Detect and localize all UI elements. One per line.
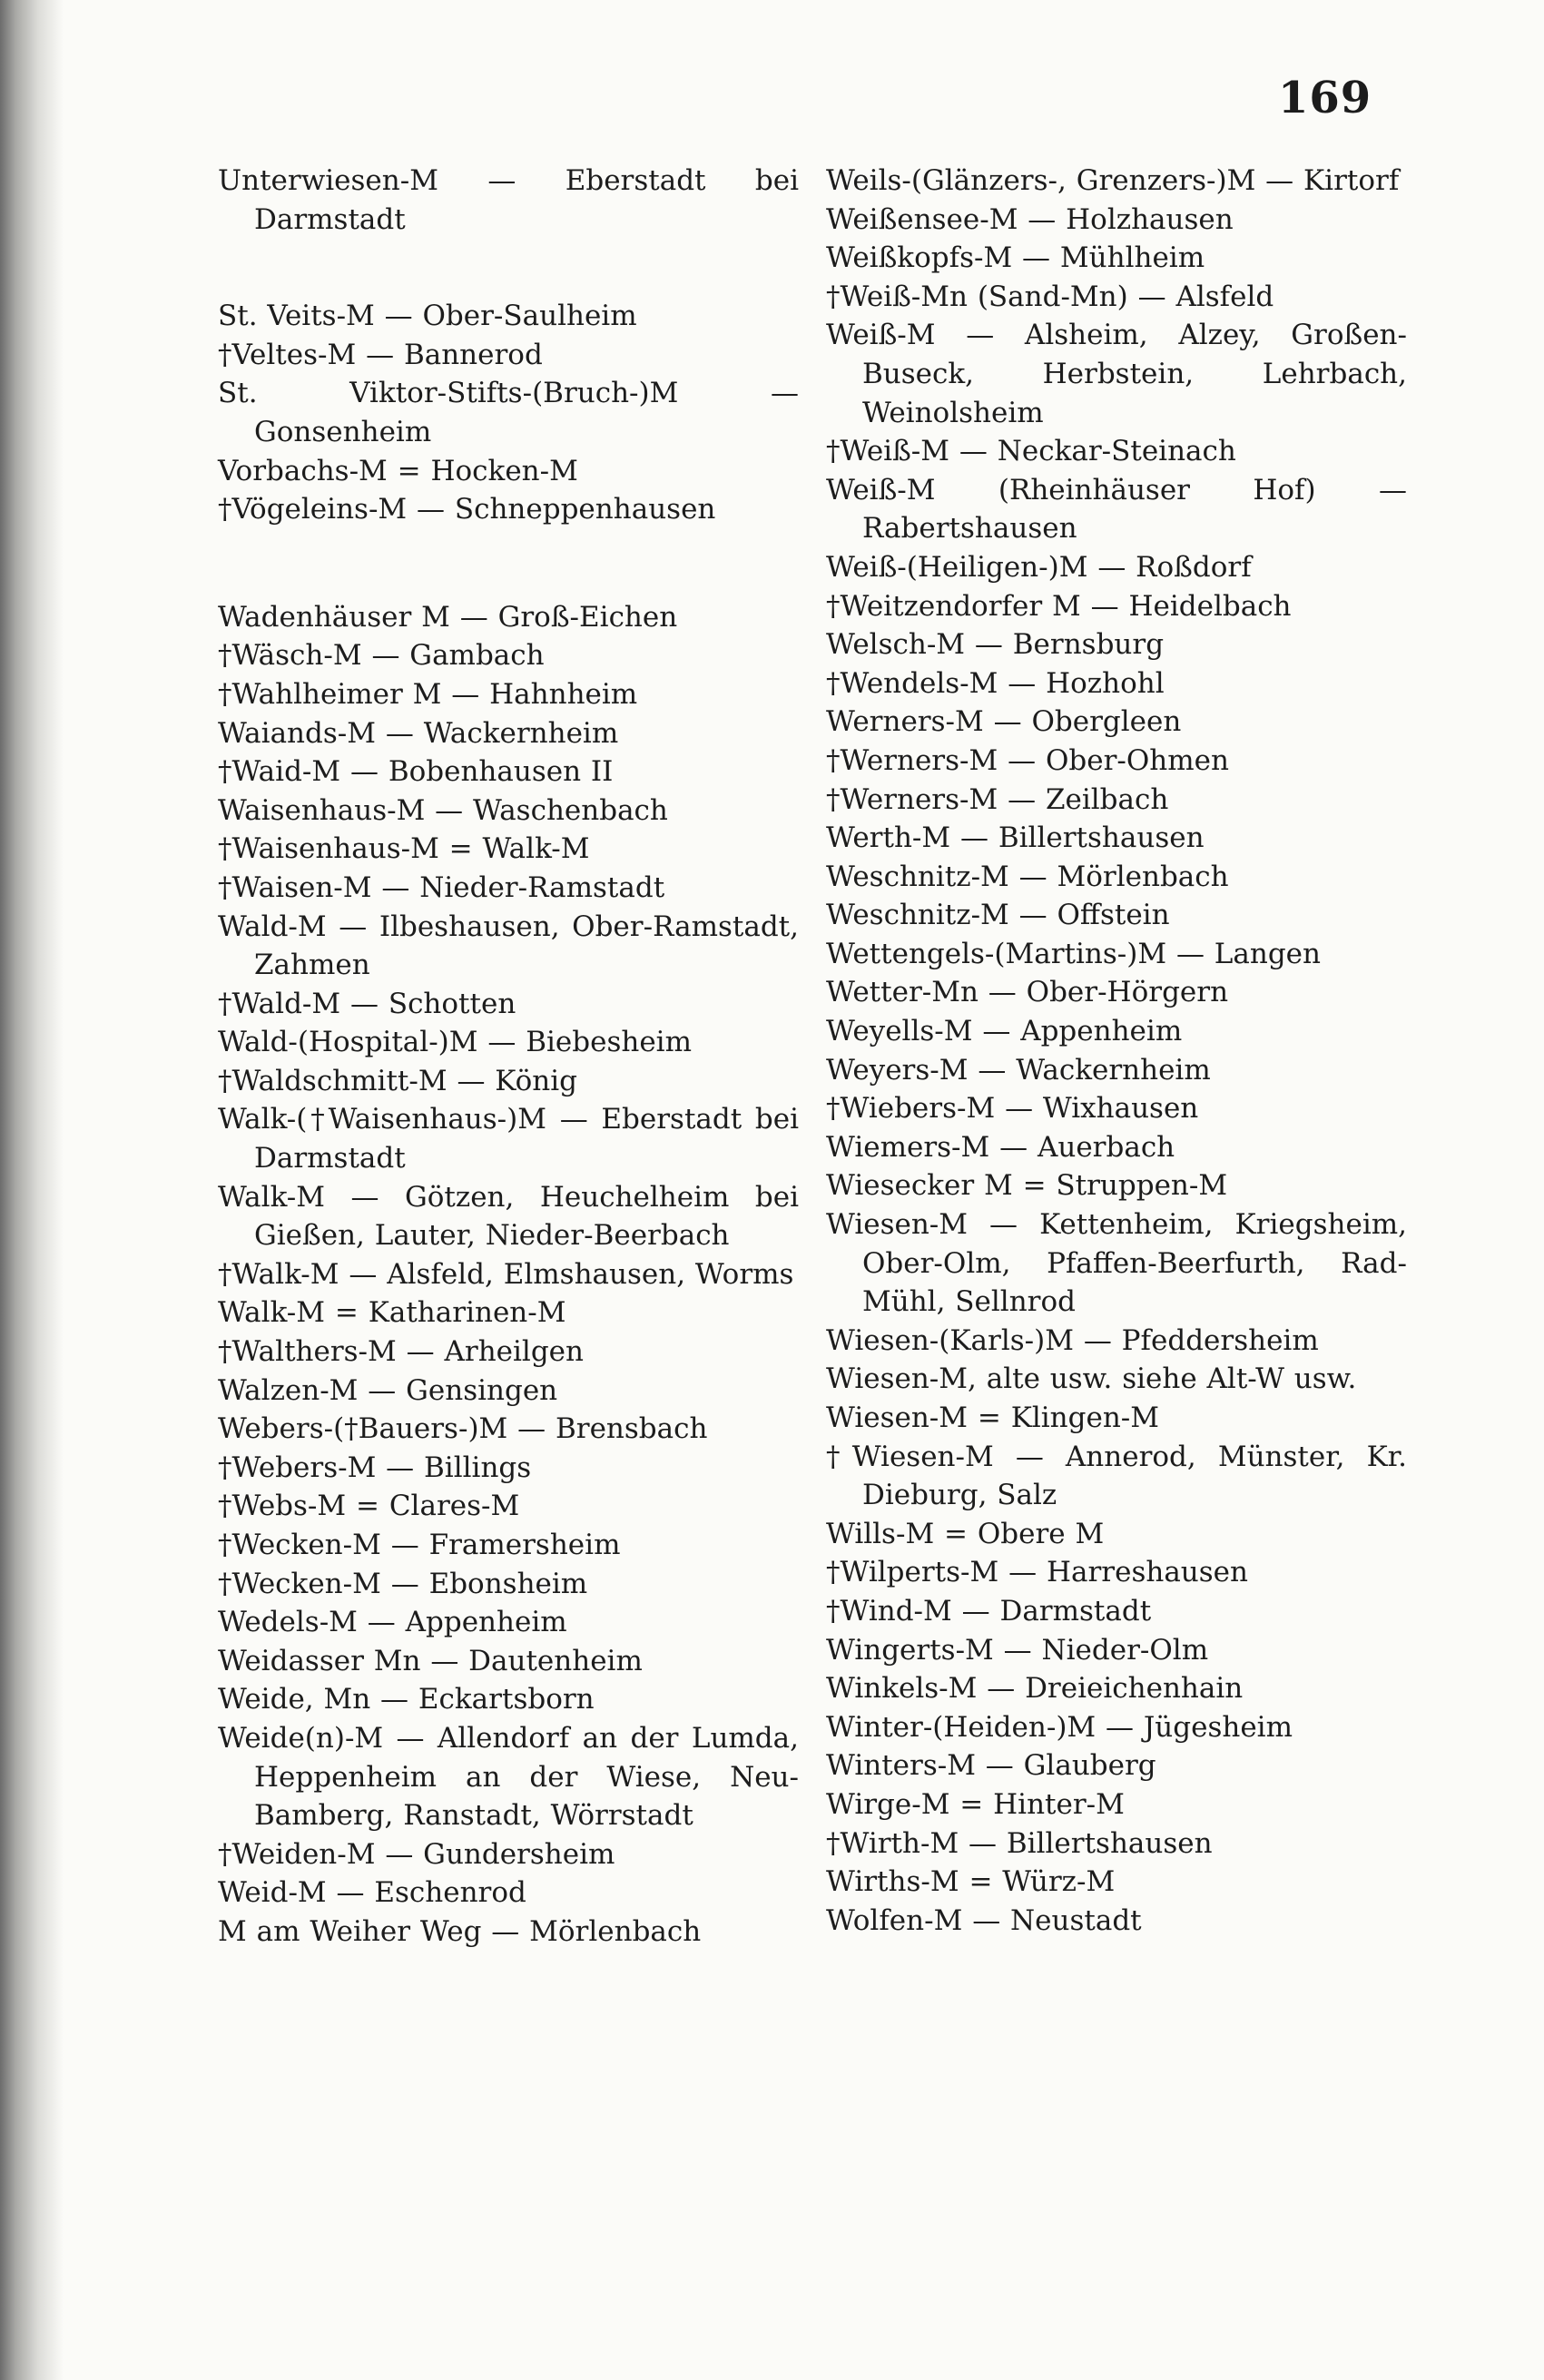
index-entry: Wiesecker M = Struppen-M (826, 1169, 1228, 1203)
index-entry: Weiß-M — Alsheim, Alzey, Großen-Buseck, Herbstein, Lehrbach, Weinolsheim (826, 319, 1407, 429)
index-entry: †Wäsch-M — Gambach (218, 639, 545, 673)
index-entry: †Wecken-M — Framersheim (218, 1529, 621, 1561)
index-entry: Weyers-M — Wackernheim (826, 1053, 1211, 1087)
index-entry: †Waisenhaus-M = Walk-M (218, 832, 590, 866)
index-entry: Wald-M — Ilbeshausen, Ober-Ramstadt, Zahmen (218, 910, 799, 982)
index-entry: Weyells-M — Appenheim (826, 1015, 1183, 1048)
index-entry: Waisenhaus-M — Waschenbach (218, 793, 668, 827)
index-entry: Unterwiesen-M — Eberstadt bei Darmstadt (218, 164, 799, 236)
index-entry: St. Veits-M — Ober-Saulheim (218, 300, 637, 333)
binding-shadow (0, 0, 64, 2380)
index-entry: Walk-(†Waisenhaus-)M — Eberstadt bei Darmstadt (218, 1103, 799, 1175)
index-entry: Wedels-M — Appenheim (218, 1606, 567, 1639)
index-entry: Wingerts-M — Nieder-Olm (826, 1633, 1209, 1667)
index-entry: †Walk-M — Alsfeld, Elmshausen, Worms (218, 1257, 794, 1291)
index-entry: †Wendels-M — Hozhohl (826, 666, 1165, 700)
index-entry: †Wiesen-M — Annerod, Münster, Kr. Dieburg, Salz (826, 1440, 1407, 1512)
index-entry: Wiesen-M — Kettenheim, Kriegsheim, Ober-Olm, Pfaffen-Beerfurth, Rad-Mühl, Sellnrod (826, 1208, 1407, 1319)
index-entry: Weißensee-M — Holzhausen (826, 202, 1234, 236)
index-entry: †Weitzendorfer M — Heidelbach (826, 589, 1292, 623)
index-entry: †Vögeleins-M — Schneppenhausen (218, 493, 716, 526)
index-entry: Werth-M — Billertshausen (826, 821, 1205, 855)
index-entry: †Wirth-M — Billertshausen (826, 1826, 1213, 1860)
index-entry: Werners-M — Obergleen (826, 705, 1182, 739)
index-entry: †Wiebers-M — Wixhausen (826, 1092, 1199, 1126)
index-entry: †Weiß-M — Neckar-Steinach (826, 435, 1236, 468)
index-entry: Welsch-M — Bernsburg (826, 628, 1165, 662)
index-entry: †Webs-M = Clares-M (218, 1490, 520, 1523)
index-entry: Weschnitz-M — Mörlenbach (826, 860, 1229, 893)
index-entry: †Werners-M — Zeilbach (826, 782, 1169, 816)
index-entry: †Veltes-M — Bannerod (218, 338, 543, 371)
index-entry: †Werners-M — Ober-Ohmen (826, 743, 1229, 777)
index-entry: M am Weiher Weg — Mörlenbach (218, 1914, 702, 1948)
right-column (826, 162, 1407, 1940)
index-entry: Wiemers-M — Auerbach (826, 1130, 1175, 1164)
index-entry: Weißkopfs-M — Mühlheim (826, 241, 1205, 275)
index-entry: †Wald-M — Schotten (218, 987, 516, 1020)
index-entry: St. Viktor-Stifts-(Bruch-)M — Gonsenheim (218, 377, 799, 448)
index-entry: Weide(n)-M — Allendorf an der Lumda, Heppenheim an der Wiese, Neu-Bamberg, Ranstadt, Wörrstadt (218, 1721, 799, 1833)
index-entry: Weid-M — Eschenrod (218, 1876, 526, 1910)
index-entry: †Weiden-M — Gundersheim (218, 1837, 615, 1871)
index-entry: Wiesen-(Karls-)M — Pfeddersheim (826, 1323, 1319, 1357)
index-entry: Vorbachs-M = Hocken-M (218, 454, 578, 487)
index-entry: Walzen-M — Gensingen (218, 1373, 558, 1407)
index-entry: Weidasser Mn — Dautenheim (218, 1644, 643, 1677)
index-entry: †Wahlheimer M — Hahnheim (218, 677, 638, 711)
index-entry: Weils-(Glänzers-, Grenzers-)M — Kirtorf (826, 164, 1400, 197)
index-entry: Weiß-(Heiligen-)M — Roßdorf (826, 550, 1252, 584)
index-entry: †Webers-M — Billings (218, 1451, 532, 1484)
index-entry: Winkels-M — Dreieichenhain (826, 1672, 1244, 1706)
index-entry: Wald-(Hospital-)M — Biebesheim (218, 1026, 692, 1059)
index-entry: Wadenhäuser M — Groß-Eichen (218, 600, 678, 634)
index-entry: Winter-(Heiden-)M — Jügesheim (826, 1710, 1293, 1744)
index-entry: †Wecken-M — Ebonsheim (218, 1567, 588, 1600)
index-entry: Weiß-M (Rheinhäuser Hof) — Rabertshausen (826, 473, 1407, 546)
index-entry: Walk-M — Götzen, Heuchelheim bei Gießen, Lauter, Nieder-Beerbach (218, 1180, 799, 1253)
index-entry: Walk-M = Katharinen-M (218, 1296, 566, 1330)
left-column (218, 162, 799, 1952)
index-entry: Wettengels-(Martins-)M — Langen (826, 937, 1321, 970)
index-entry: Weide, Mn — Eckartsborn (218, 1683, 595, 1716)
index-entry: Wetter-Mn — Ober-Hörgern (826, 976, 1229, 1009)
index-entry: Weschnitz-M — Offstein (826, 899, 1170, 932)
index-entry: Waiands-M — Wackernheim (218, 716, 619, 750)
index-entry: †Wind-M — Darmstadt (826, 1594, 1152, 1628)
index-entry: Wirge-M = Hinter-M (826, 1787, 1125, 1821)
index-entry: Wiesen-M = Klingen-M (826, 1401, 1160, 1434)
index-entry: †Weiß-Mn (Sand-Mn) — Alsfeld (826, 280, 1274, 313)
index-entry: †Wilperts-M — Harreshausen (826, 1556, 1248, 1589)
index-entry: †Waisen-M — Nieder-Ramstadt (218, 870, 665, 904)
page-number: 169 (1278, 73, 1372, 123)
index-entry: Wills-M = Obere M (826, 1517, 1105, 1550)
index-entry: †Waldschmitt-M — König (218, 1064, 578, 1097)
index-entry: Wolfen-M — Neustadt (826, 1903, 1142, 1937)
index-entry: †Walthers-M — Arheilgen (218, 1335, 584, 1369)
index-entry: Webers-(†Bauers-)M — Brensbach (218, 1412, 708, 1446)
index-entry: †Waid-M — Bobenhausen II (218, 755, 614, 789)
index-entry: Winters-M — Glauberg (826, 1749, 1156, 1783)
index-entry: Wirths-M = Würz-M (826, 1865, 1116, 1899)
index-entry: Wiesen-M, alte usw. siehe Alt-W usw. (826, 1362, 1357, 1396)
